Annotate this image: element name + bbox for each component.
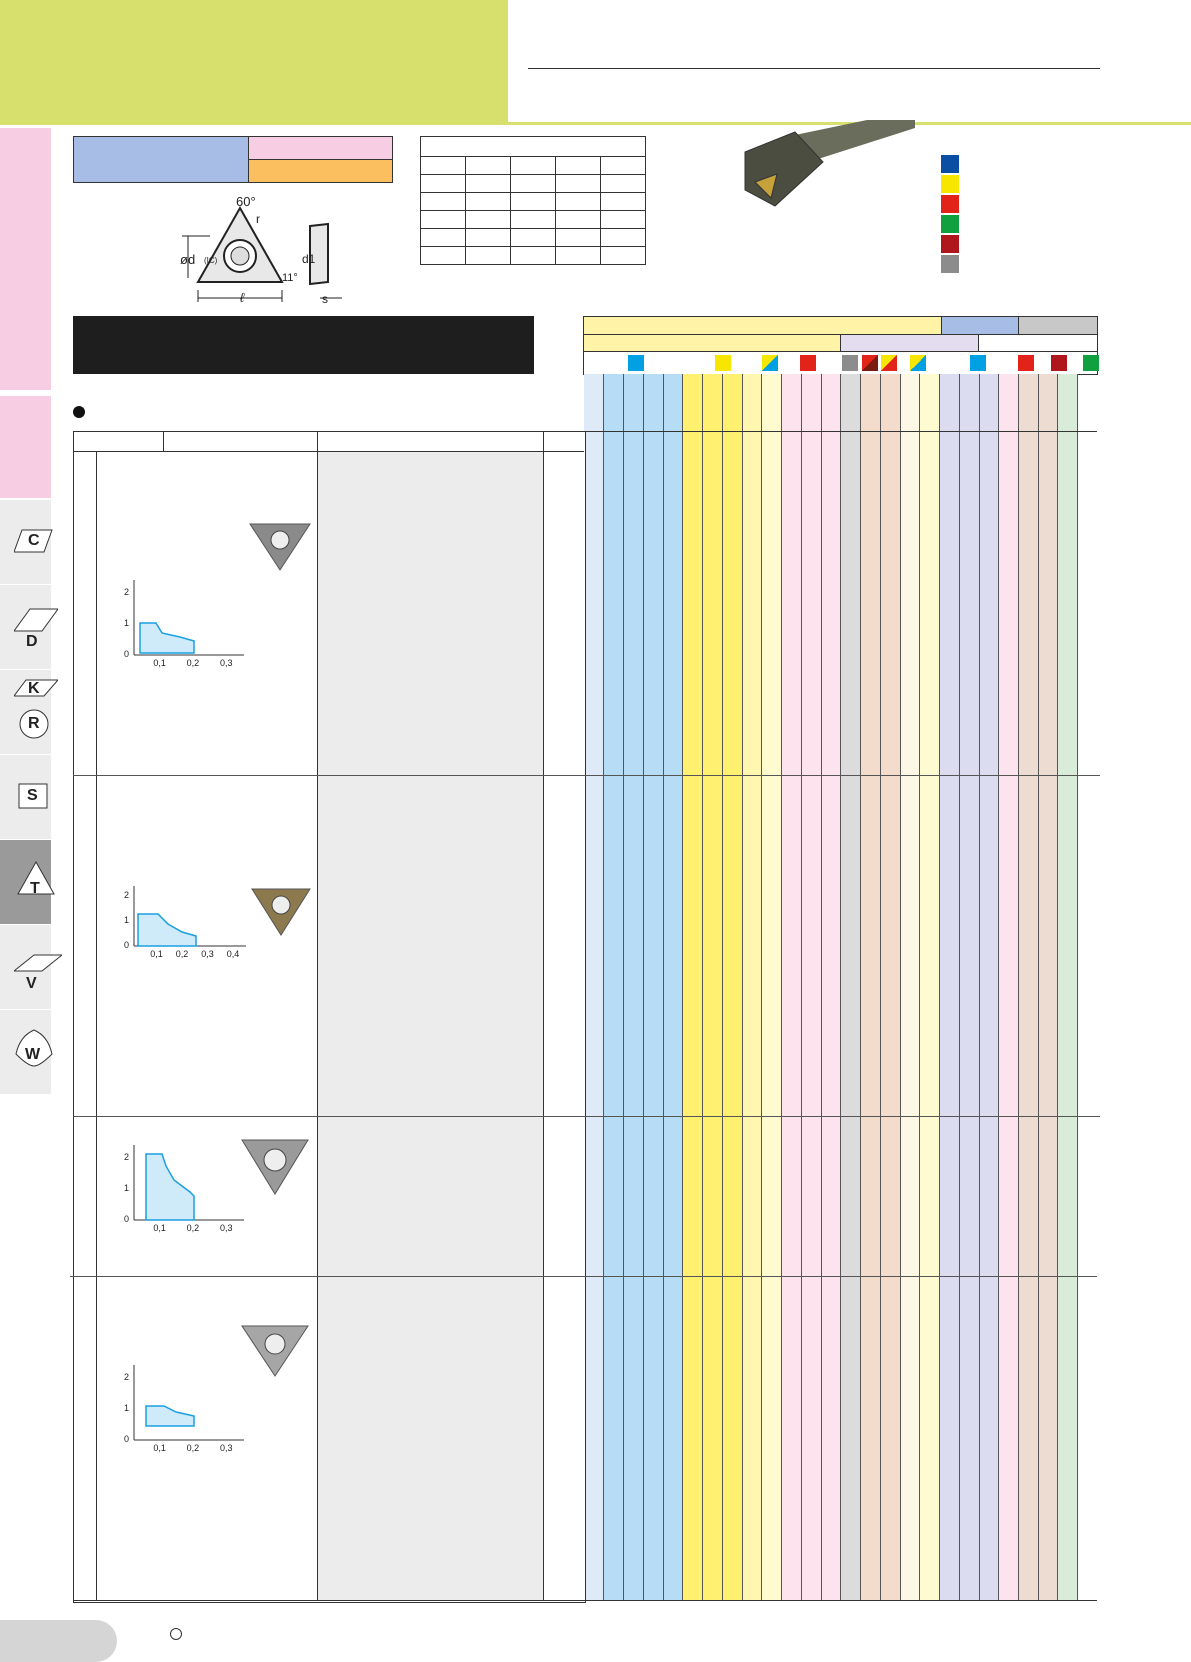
grade-color-icon <box>842 355 858 371</box>
chart-y-tick: 0 <box>124 1214 130 1224</box>
section-title-bar <box>73 316 534 374</box>
insert-geometry-diagram <box>170 190 360 315</box>
grade-color-icon <box>910 355 926 371</box>
grade-column <box>584 374 604 1600</box>
grade-column <box>762 374 782 1600</box>
dimensions-table <box>420 136 646 265</box>
col-divider <box>96 452 97 1600</box>
subheader-band-white <box>978 334 1098 352</box>
row-divider <box>73 775 1100 776</box>
grade-column <box>980 374 999 1600</box>
length-label: ℓ <box>240 290 245 305</box>
grade-column <box>802 374 822 1600</box>
legend-swatch-gray <box>941 255 959 273</box>
grade-column <box>624 374 644 1600</box>
sidebar-tab-label: R <box>28 715 40 732</box>
insert-photo-3 <box>240 1136 310 1198</box>
chart-y-tick: 1 <box>124 1402 130 1413</box>
grade-column <box>940 374 960 1600</box>
grade-column <box>683 374 703 1600</box>
grade-column <box>604 374 624 1600</box>
insert-photo-4 <box>240 1322 310 1378</box>
page-number-tab <box>0 1620 117 1662</box>
sidebar-tab-k-r[interactable] <box>0 670 51 756</box>
grade-column <box>901 374 920 1600</box>
sidebar-tab-label: K <box>28 680 40 697</box>
grade-column <box>703 374 723 1600</box>
legend-swatch-blue <box>941 155 959 173</box>
insert-photo-2 <box>250 885 312 939</box>
chart-x-tick: 0,2 <box>186 1223 200 1233</box>
header-divider <box>543 431 544 451</box>
insert-type-box <box>73 136 249 183</box>
clearance-angle-label: 11° <box>282 272 298 284</box>
rhombus-icon <box>14 607 58 635</box>
grade-color-icon <box>1051 355 1067 371</box>
sidebar-tab-t[interactable] <box>0 840 51 926</box>
radius-label: r <box>256 212 260 226</box>
grade-color-icon <box>881 355 897 371</box>
legend-swatch-yellow <box>941 175 959 193</box>
grade-column <box>782 374 802 1600</box>
chart-x-tick: 0,1 <box>153 658 166 668</box>
legend-swatch-darkred <box>941 235 959 253</box>
grade-color-icon <box>970 355 986 371</box>
chart-y-tick: 0 <box>124 1434 130 1444</box>
grade-color-icon <box>628 355 644 371</box>
sidebar-tab-label: C <box>28 532 40 549</box>
grade-column <box>1019 374 1039 1600</box>
row-divider <box>70 1276 1097 1277</box>
chart-y-tick: 2 <box>124 586 130 597</box>
row-divider <box>73 1116 1100 1117</box>
chart-x-tick: 0,1 <box>153 1443 166 1453</box>
chart-y-tick: 2 <box>124 1371 130 1382</box>
d1-label: d1 <box>302 252 316 266</box>
chart-x-tick: 0,3 <box>220 1223 233 1233</box>
description-column <box>317 452 544 1600</box>
header-band-gray <box>1018 316 1098 335</box>
header-band-blue <box>941 316 1019 335</box>
chart-x-tick: 0,3 <box>220 658 233 668</box>
thickness-label: s <box>322 292 328 306</box>
chart-x-tick: 0,2 <box>175 949 189 959</box>
chart-y-tick: 2 <box>124 890 130 900</box>
grade-color-icon <box>1018 355 1034 371</box>
title-underline <box>528 68 1100 69</box>
col-divider <box>317 452 318 1600</box>
header-band-yellow <box>583 316 942 335</box>
grade-column <box>1039 374 1058 1600</box>
header-divider <box>317 431 318 451</box>
diameter-label: ød <box>180 252 196 267</box>
chart-x-tick: 0,4 <box>226 949 240 959</box>
boring-bar-photo <box>735 120 915 220</box>
copyright-circle <box>170 1628 182 1640</box>
chart-x-tick: 0,2 <box>186 658 200 668</box>
grade-color-icon <box>862 355 878 371</box>
chart-y-tick: 0 <box>124 940 130 950</box>
chart-y-tick: 1 <box>124 1182 130 1193</box>
header-banner <box>0 0 508 125</box>
grade-column <box>743 374 762 1600</box>
sidebar-tab-d[interactable] <box>0 585 51 671</box>
subheader-band-yellow <box>583 334 841 352</box>
grade-color-icon <box>762 355 778 371</box>
chart-x-tick: 0,1 <box>153 1223 166 1233</box>
ic-label: (IC) <box>204 256 218 265</box>
chart-y-tick: 0 <box>124 649 130 659</box>
grade-column <box>999 374 1019 1600</box>
grade-color-icon <box>1083 355 1099 371</box>
grade-column <box>822 374 841 1600</box>
chart-x-tick: 0,3 <box>220 1443 233 1453</box>
insert-photo-1 <box>248 520 312 572</box>
tolerance-box-pink <box>248 136 393 160</box>
grade-column <box>861 374 881 1600</box>
sidebar-tab-label: D <box>26 633 38 650</box>
chart-y-tick: 1 <box>124 617 130 628</box>
grade-column <box>841 374 861 1600</box>
sidebar-section-pink-mid <box>0 396 51 498</box>
grade-column <box>881 374 901 1600</box>
sidebar-tab-v[interactable] <box>0 925 51 1011</box>
sidebar-tab-label: S <box>27 787 38 804</box>
table-bottom-rule <box>73 1600 1097 1601</box>
grade-column <box>664 374 683 1600</box>
grade-column <box>960 374 980 1600</box>
sidebar-tab-label: V <box>26 975 37 992</box>
sidebar-section-pink-top <box>0 128 51 390</box>
col-divider <box>543 452 544 1600</box>
tolerance-box-orange <box>248 159 393 183</box>
grade-color-icon <box>715 355 731 371</box>
chart-y-tick: 2 <box>124 1151 130 1162</box>
chart-y-tick: 1 <box>124 915 130 925</box>
rhombus-v-icon <box>14 953 62 975</box>
header-divider <box>163 431 164 451</box>
sidebar-tab-s[interactable] <box>0 755 51 841</box>
grade-column <box>1058 374 1078 1600</box>
grade-color-icon <box>800 355 816 371</box>
grade-column <box>644 374 664 1600</box>
table-header-row <box>73 431 584 452</box>
sidebar-tab-label: W <box>25 1046 41 1063</box>
subheader-band-lavender <box>840 334 979 352</box>
chart-x-tick: 0,2 <box>186 1443 200 1453</box>
legend-swatch-green <box>941 215 959 233</box>
chart-x-tick: 0,3 <box>201 949 214 959</box>
chip-breaker-chart <box>118 1360 248 1455</box>
sidebar-tab-label: T <box>30 880 40 897</box>
bullet-icon <box>73 406 85 418</box>
angle-label: 60° <box>236 194 256 209</box>
chart-x-tick: 0,1 <box>150 949 163 959</box>
grade-column <box>723 374 743 1600</box>
grade-column <box>920 374 940 1600</box>
legend-swatch-red <box>941 195 959 213</box>
sidebar-tab-w[interactable] <box>0 1010 51 1096</box>
sidebar-tab-c[interactable] <box>0 500 51 586</box>
